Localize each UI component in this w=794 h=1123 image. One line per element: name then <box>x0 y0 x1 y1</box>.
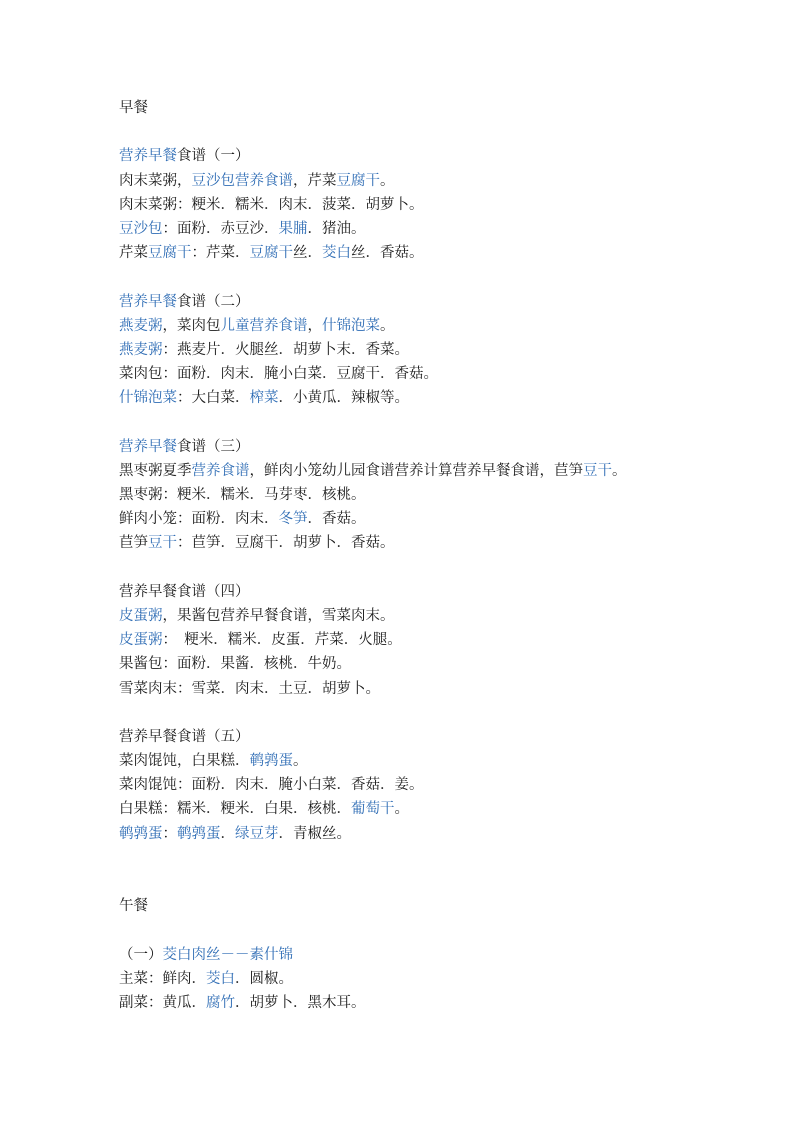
recipe-link[interactable]: 鹌鹑蛋 <box>119 825 163 842</box>
text-segment: ．香菇。 <box>307 511 366 528</box>
blank-line <box>119 410 759 434</box>
text-segment: 副菜：黄瓜． <box>119 994 206 1011</box>
text-segment: ：面粉．赤豆沙． <box>162 220 279 237</box>
text-line <box>119 193 759 217</box>
recipe-link[interactable]: 榨菜 <box>249 390 279 407</box>
text-segment: ：芹菜． <box>191 245 250 262</box>
recipe-link[interactable]: 绿豆芽 <box>235 825 279 842</box>
text-segment: ．青椒丝。 <box>278 825 351 842</box>
recipe-link[interactable]: 营养食谱 <box>191 462 250 479</box>
recipe-link[interactable]: 营养早餐 <box>119 148 177 165</box>
text-segment: 丝． <box>293 245 322 262</box>
text-segment: 雪菜肉末：雪菜．肉末．土豆．胡萝卜。 <box>119 680 380 697</box>
blank-line <box>119 120 759 144</box>
text-line <box>119 725 759 749</box>
recipe-link[interactable]: 鹌鹑蛋 <box>249 753 293 770</box>
text-segment: ，芹菜 <box>293 172 337 189</box>
text-segment: 食谱（一） <box>177 148 250 165</box>
text-line <box>119 677 759 701</box>
recipe-link[interactable]: 营养食谱 <box>235 172 293 189</box>
blank-line <box>119 556 759 580</box>
text-line <box>119 628 759 652</box>
recipe-link[interactable]: 葡萄干 <box>351 801 395 818</box>
text-line <box>119 773 759 797</box>
text-line <box>119 991 759 1015</box>
text-segment: ． <box>220 825 235 842</box>
text-segment: 。 <box>380 317 395 334</box>
text-line <box>119 169 759 193</box>
text-segment: ： <box>162 825 177 842</box>
text-line <box>119 217 759 241</box>
blank-line <box>119 918 759 942</box>
text-line <box>119 797 759 821</box>
text-line <box>119 314 759 338</box>
text-segment: 早餐 <box>119 100 148 116</box>
text-segment: ：大白菜． <box>177 390 250 407</box>
text-segment: 芹菜 <box>119 245 148 262</box>
recipe-link[interactable]: 茭白 <box>322 245 351 262</box>
text-segment: 黑枣粥：粳米．糯米．马芽枣．核桃。 <box>119 487 366 503</box>
text-segment: 食谱（二） <box>177 293 250 310</box>
recipe-link[interactable]: 营养早餐 <box>119 438 177 455</box>
recipe-link[interactable]: 燕麦粥 <box>119 341 163 358</box>
text-line <box>119 531 759 555</box>
text-segment: 丝．香菇。 <box>351 245 424 262</box>
recipe-link[interactable]: 营养早餐 <box>119 293 177 310</box>
recipe-link[interactable]: 皮蛋粥 <box>119 632 163 649</box>
text-segment: ，鲜肉小笼幼儿园食谱营养计算营养早餐食谱，苣笋 <box>249 462 583 479</box>
text-segment: 主菜：鲜肉． <box>119 970 206 987</box>
text-segment: 食谱（三） <box>177 438 250 455</box>
text-segment: 营养早餐食谱（四） <box>119 583 250 600</box>
text-segment: 午餐 <box>119 898 148 915</box>
text-segment: ，菜肉包 <box>162 317 221 334</box>
text-segment: 黑枣粥夏季 <box>119 462 192 479</box>
text-segment: 鲜肉小笼：面粉．肉末． <box>119 511 279 528</box>
text-segment: ， <box>307 317 322 334</box>
text-line <box>119 290 759 314</box>
text-segment: ：燕麦片．火腿丝．胡萝卜末．香菜。 <box>162 341 409 358</box>
text-line <box>119 749 759 773</box>
text-segment: （一） <box>119 946 163 963</box>
text-line <box>119 943 759 967</box>
text-line <box>119 459 759 483</box>
recipe-link[interactable]: 燕麦粥 <box>119 317 163 334</box>
text-line <box>119 604 759 628</box>
text-segment: 。 <box>380 172 395 189</box>
text-segment: 肉末菜粥， <box>119 172 192 189</box>
blank-line <box>119 265 759 289</box>
text-segment: 。 <box>612 462 627 479</box>
text-line <box>119 507 759 531</box>
text-segment: 白果糕：糯米．粳米．白果．核桃． <box>119 801 351 818</box>
text-segment: 。 <box>293 753 308 770</box>
text-line <box>119 241 759 265</box>
text-segment: 苣笋 <box>119 535 148 552</box>
text-line <box>119 435 759 459</box>
text-segment: ： 粳米．糯米．皮蛋．芹菜．火腿。 <box>162 632 402 649</box>
recipe-link[interactable]: 什锦泡菜 <box>322 317 380 334</box>
text-line <box>119 144 759 168</box>
text-segment: 果酱包：面粉．果酱．核桃．牛奶。 <box>119 656 351 673</box>
recipe-link[interactable]: 皮蛋粥 <box>119 607 163 624</box>
recipe-link[interactable]: 豆沙包 <box>191 172 235 189</box>
recipe-link[interactable]: 豆腐干 <box>249 245 293 262</box>
recipe-link[interactable]: 豆干 <box>583 462 612 479</box>
recipe-link[interactable]: 果脯 <box>278 220 308 237</box>
text-segment: 肉末菜粥：粳米．糯米．肉末．菠菜．胡萝卜。 <box>119 196 424 213</box>
text-segment: 菜肉包：面粉．肉末．腌小白菜．豆腐干．香菇。 <box>119 366 438 383</box>
recipe-link[interactable]: 茭白 <box>206 970 235 987</box>
text-segment: ．圆椒。 <box>235 970 293 987</box>
text-line <box>119 338 759 362</box>
text-line <box>119 483 759 507</box>
text-segment: 营养早餐食谱（五） <box>119 728 250 745</box>
section-heading <box>119 894 759 918</box>
text-segment: 菜肉馄饨，白果糕． <box>119 753 250 770</box>
text-line <box>119 362 759 386</box>
recipe-link[interactable]: 鹌鹑蛋 <box>177 825 221 842</box>
text-segment: 。 <box>394 801 409 818</box>
recipe-link[interactable]: 豆腐干 <box>336 172 380 189</box>
text-line <box>119 652 759 676</box>
recipe-link[interactable]: 冬笋 <box>278 511 308 528</box>
recipe-link[interactable]: 豆腐干 <box>148 245 192 262</box>
recipe-link[interactable]: 什锦泡菜 <box>119 390 177 407</box>
text-line <box>119 822 759 846</box>
text-line <box>119 580 759 604</box>
text-segment: ．胡萝卜．黑木耳。 <box>235 994 366 1011</box>
text-segment: ，果酱包营养早餐食谱，雪菜肉末。 <box>162 607 395 624</box>
text-segment: ．猪油。 <box>307 220 366 237</box>
recipe-link[interactable]: 茭白肉丝－－素什锦 <box>162 946 293 963</box>
recipe-link[interactable]: 豆沙包 <box>119 220 163 237</box>
text-line <box>119 967 759 991</box>
text-segment: 菜肉馄饨：面粉．肉末．腌小白菜．香菇．姜。 <box>119 777 424 794</box>
text-segment: ．小黄瓜．辣椒等。 <box>278 390 409 407</box>
section-heading <box>119 96 759 120</box>
recipe-link[interactable]: 儿童营养食谱 <box>220 317 308 334</box>
document-body <box>119 96 759 1015</box>
blank-line <box>119 846 759 894</box>
text-line <box>119 386 759 410</box>
blank-line <box>119 701 759 725</box>
recipe-link[interactable]: 豆干 <box>148 535 177 552</box>
recipe-link[interactable]: 腐竹 <box>206 994 235 1011</box>
text-segment: ：苣笋．豆腐干．胡萝卜．香菇。 <box>177 535 395 552</box>
